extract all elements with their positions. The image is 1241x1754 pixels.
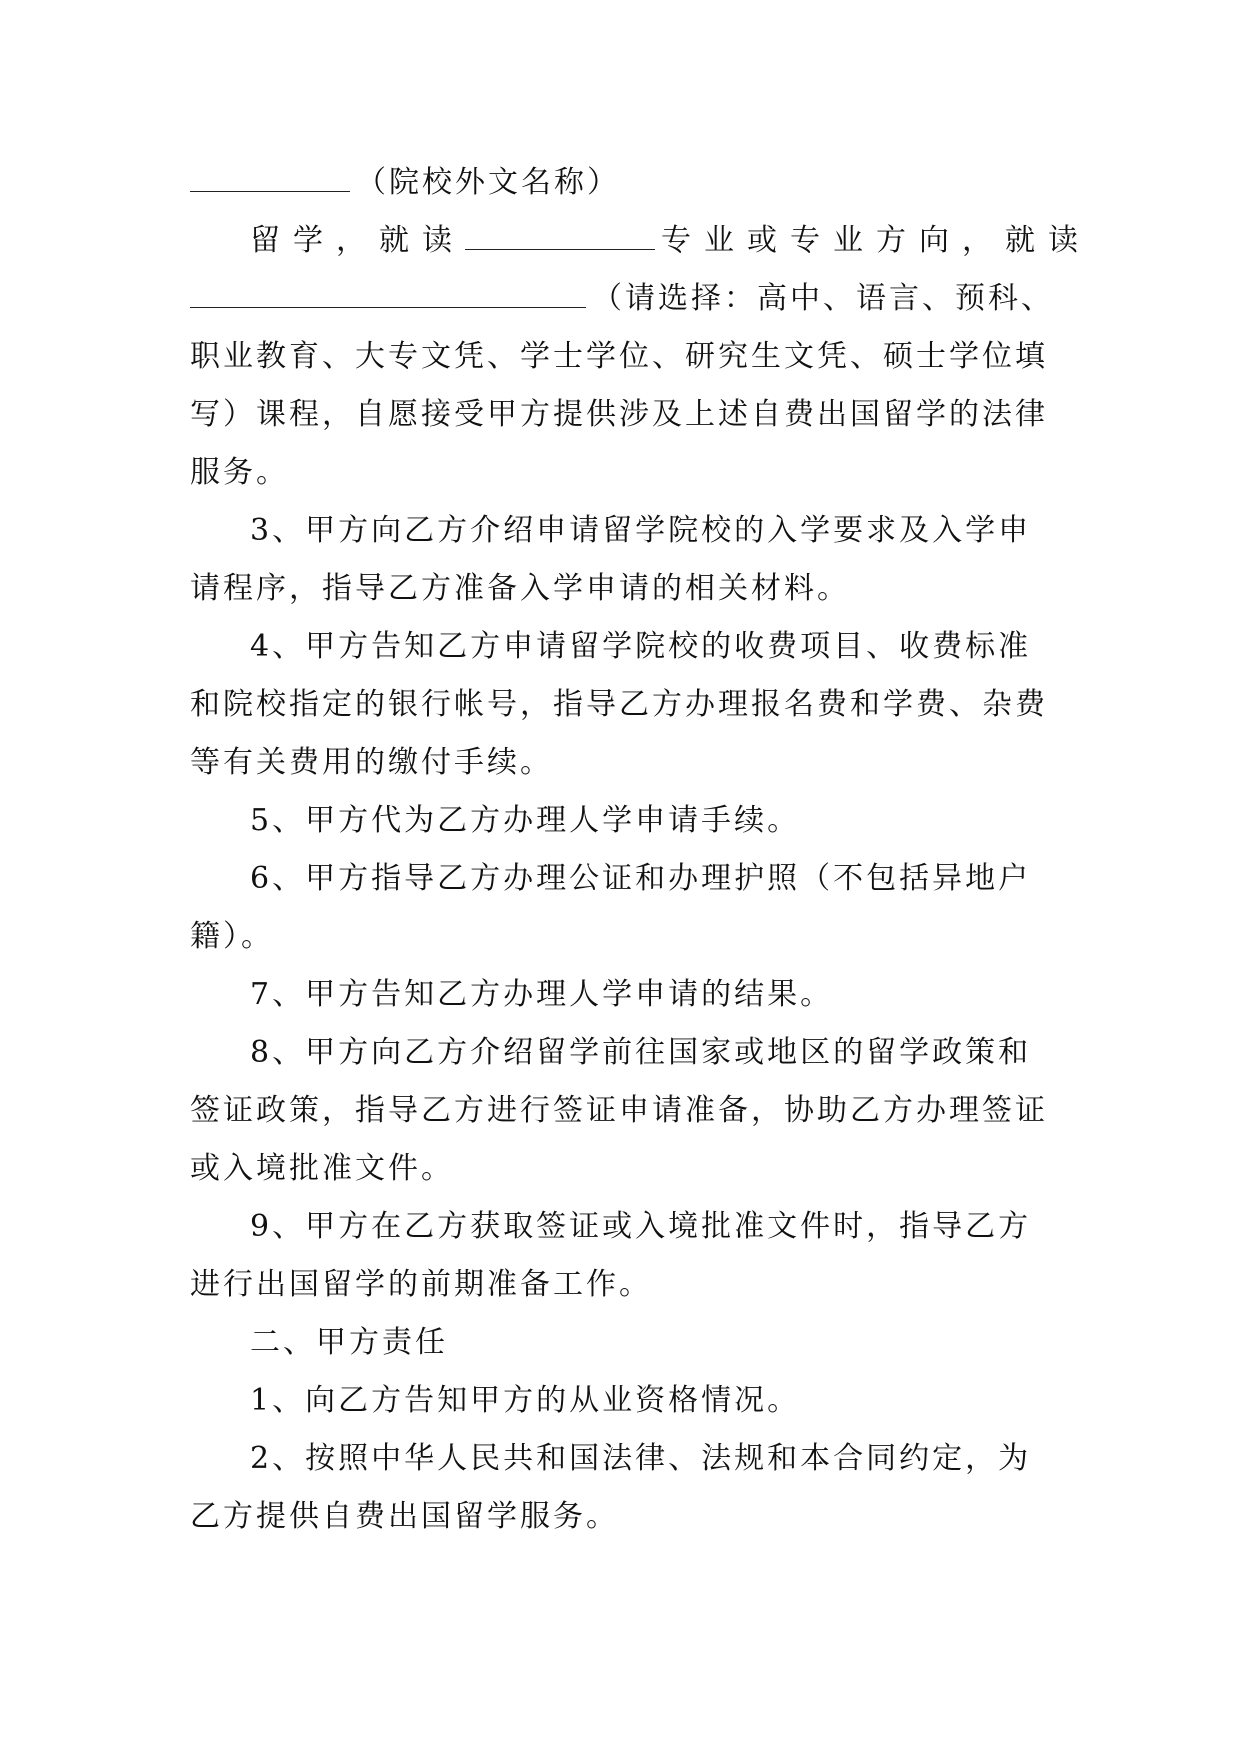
course-type-line	[190, 270, 1052, 328]
item-5-line: 5、甲方代为乙方办理人学申请手续。	[250, 803, 801, 838]
item-8-line: 或入境批准文件。	[190, 1151, 454, 1186]
major-prefix: 留学，就读	[250, 223, 465, 258]
section-heading: 二、甲方责任	[250, 1325, 448, 1360]
paragraph-line: 职业教育、大专文凭、学士学位、研究生文凭、硕士学位填	[190, 339, 1048, 374]
item-8-line: 签证政策，指导乙方进行签证申请准备，协助乙方办理签证	[190, 1093, 1048, 1128]
item-3-line: 请程序，指导乙方准备入学申请的相关材料。	[190, 571, 850, 606]
duty-2-line: 乙方提供自费出国留学服务。	[190, 1499, 619, 1534]
document-body	[190, 154, 1091, 1546]
item-3-line: 3、甲方向乙方介绍申请留学院校的入学要求及入学申	[250, 513, 1032, 548]
item-7-line: 7、甲方告知乙方办理人学申请的结果。	[250, 977, 834, 1012]
major-blank[interactable]	[465, 221, 655, 250]
school-name-line	[190, 154, 1052, 212]
item-4-line: 4、甲方告知乙方申请留学院校的收费项目、收费标准	[250, 629, 1032, 664]
item-4-line: 和院校指定的银行帐号，指导乙方办理报名费和学费、杂费	[190, 687, 1048, 722]
duty-2-line: 2、按照中华人民共和国法律、法规和本合同约定，为	[250, 1441, 1032, 1476]
school-name-label: （院校外文名称）	[356, 165, 620, 200]
course-type-blank[interactable]	[190, 279, 586, 308]
item-9-line: 9、甲方在乙方获取签证或入境批准文件时，指导乙方	[250, 1209, 1032, 1244]
paragraph-line: 服务。	[190, 455, 289, 490]
item-6-line: 籍）。	[190, 919, 274, 954]
item-9-line: 进行出国留学的前期准备工作。	[190, 1267, 652, 1302]
duty-1-line: 1、向乙方告知甲方的从业资格情况。	[250, 1383, 801, 1418]
item-8-line: 8、甲方向乙方介绍留学前往国家或地区的留学政策和	[250, 1035, 1032, 1070]
major-line	[190, 212, 1091, 270]
school-name-blank[interactable]	[190, 163, 350, 192]
item-4-line: 等有关费用的缴付手续。	[190, 745, 553, 780]
paragraph-line: 写）课程，自愿接受甲方提供涉及上述自费出国留学的法律	[190, 397, 1048, 432]
major-suffix: 专业或专业方向，就读	[661, 223, 1091, 258]
course-type-label: （请选择：高中、语言、预科、	[592, 281, 1054, 316]
item-6-line: 6、甲方指导乙方办理公证和办理护照（不包括异地户	[250, 861, 1032, 896]
